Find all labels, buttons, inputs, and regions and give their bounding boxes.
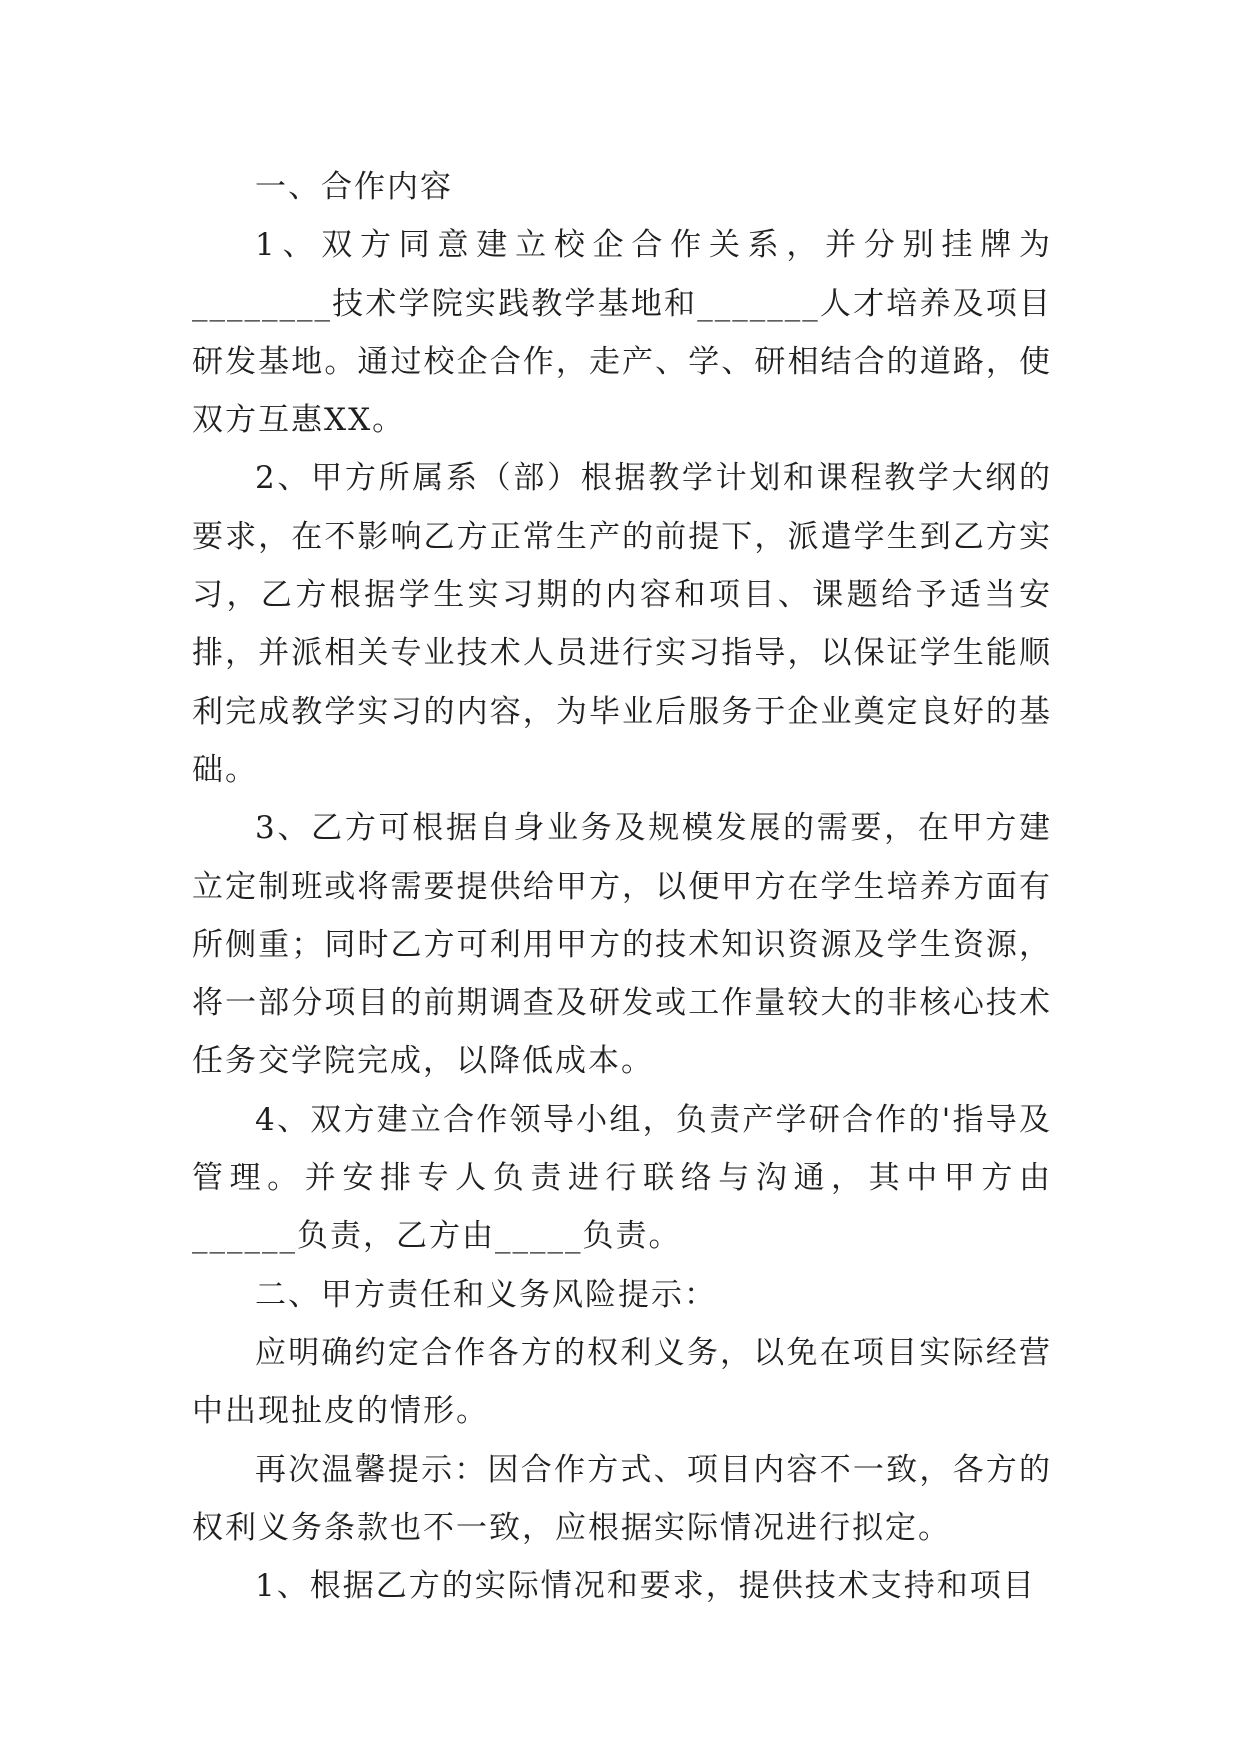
section-heading-party-a: 二、甲方责任和义务风险提示： xyxy=(255,1276,717,1313)
clause-4-paragraph: 4、双方建立合作领导小组，负责产学研合作的'指导及管理。并安排专人负责进行联络与沟通，其中甲方由______负责，乙方由_____负责。 xyxy=(192,1101,1052,1255)
risk-note-paragraph: 应明确约定合作各方的权利义务，以免在项目实际经营中出现扯皮的情形。 xyxy=(192,1334,1052,1430)
party-a-clause-1-paragraph: 1、根据乙方的实际情况和要求，提供技术支持和项目 xyxy=(255,1568,1036,1605)
document-body xyxy=(192,158,1052,1615)
section-heading-cooperation: 一、合作内容 xyxy=(255,169,453,205)
reminder-paragraph: 再次温馨提示：因合作方式、项目内容不一致，各方的权利义务条款也不一致，应根据实际情况进行拟定。 xyxy=(192,1451,1052,1546)
clause-2-paragraph: 2、甲方所属系（部）根据教学计划和课程教学大纲的要求，在不影响乙方正常生产的前提下，派遣学生到乙方实习，乙方根据学生实习期的内容和项目、课题给予适当安排，并派相关专业技术人员进行实习指导，以保证学生能顺利完成教学实习的内容，为毕业后服务于企业奠定良好的基础。 xyxy=(192,460,1052,788)
clause-1-paragraph: 1、双方同意建立校企合作关系，并分别挂牌为________技术学院实践教学基地和_______人才培养及项目研发基地。通过校企合作，走产、学、研相结合的道路，使双方互惠XX。 xyxy=(192,227,1052,439)
clause-3-paragraph: 3、乙方可根据自身业务及规模发展的需要，在甲方建立定制班或将需要提供给甲方，以便甲方在学生培养方面有所侧重；同时乙方可利用甲方的技术知识资源及学生资源，将一部分项目的前期调查及研发或工作量较大的非核心技术任务交学院完成，以降低成本。 xyxy=(192,810,1052,1080)
